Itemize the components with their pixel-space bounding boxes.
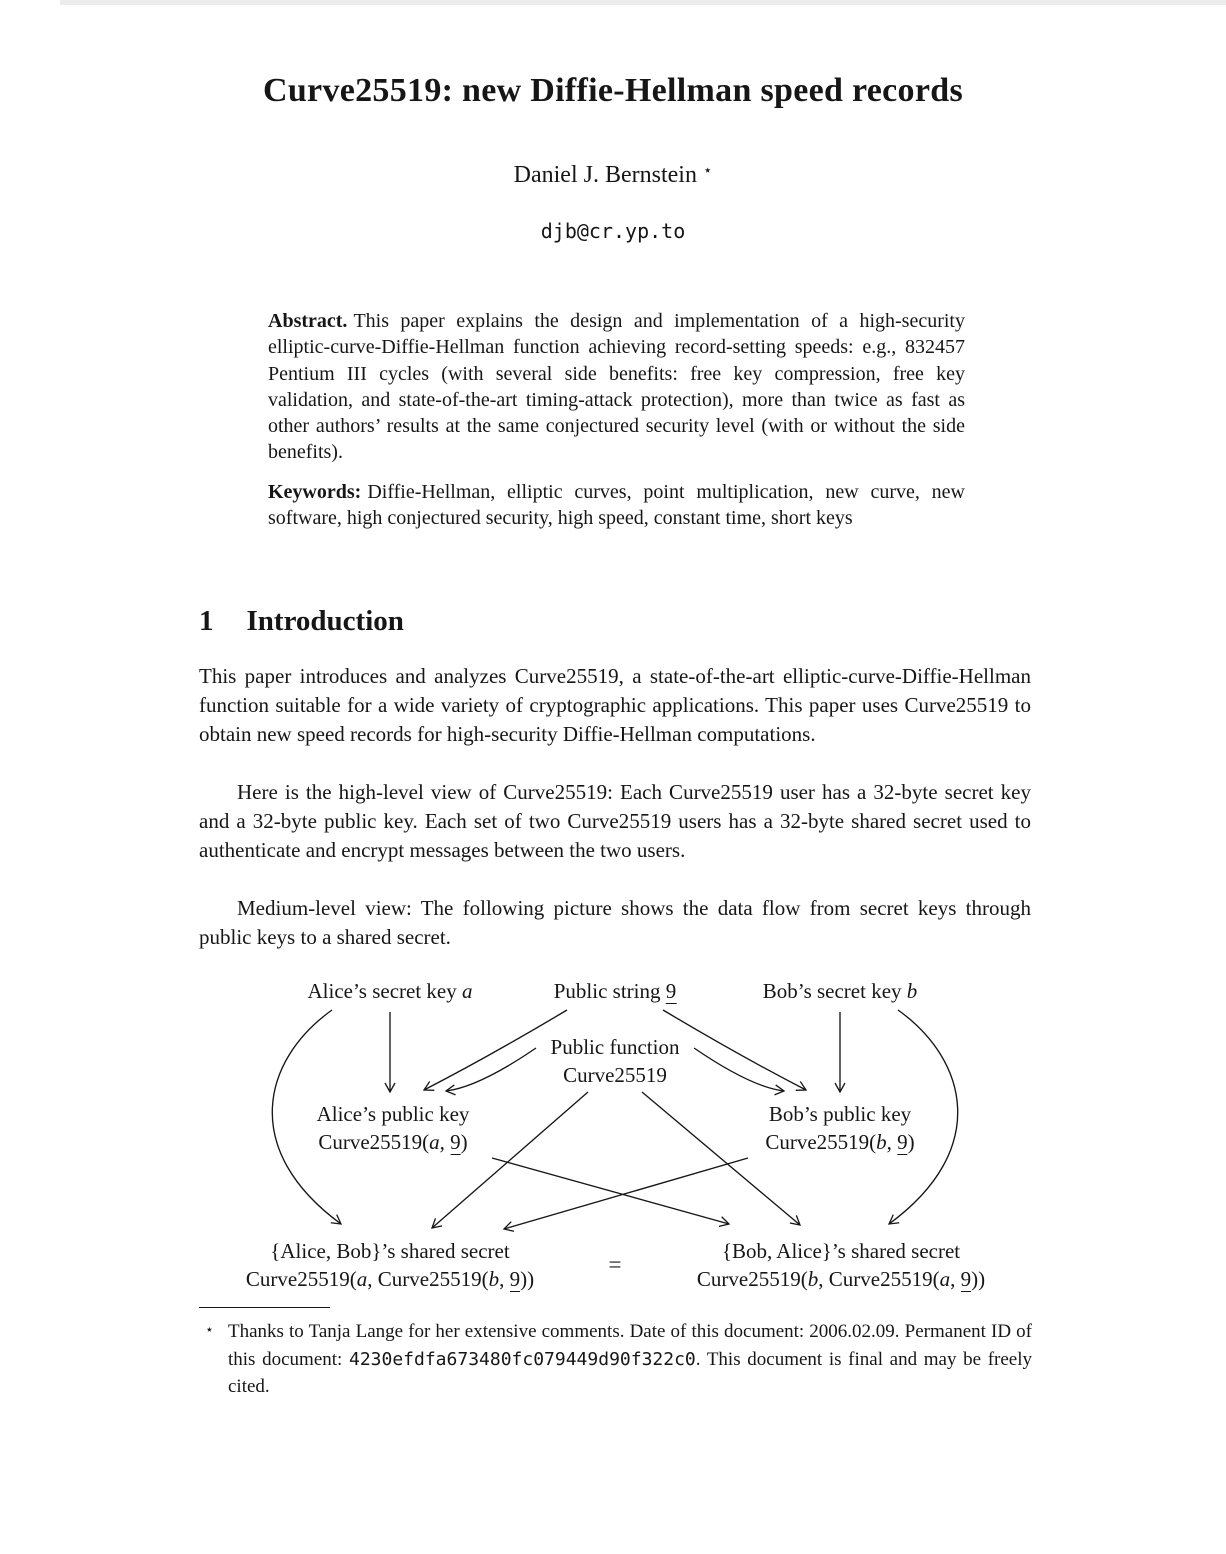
diagram-bob-secret-key-label [763,977,918,1005]
footnote-rule [199,1307,330,1308]
paragraph-3: Medium-level view: The following picture shows the data flow from secret keys through public keys to a shared secret. [199,896,1031,949]
bob-public-fopen: Curve25519( [765,1130,877,1154]
bob-secret-var: b [906,979,918,1003]
alice-public-line2 [317,1128,470,1156]
public-string-num: 9 [665,979,677,1003]
paper-title: Curve25519: new Diffie-Hellman speed records [262,72,963,109]
bob-public-var: b [876,1130,887,1154]
shared-right-p2: , Curve25519( [818,1267,940,1291]
bob-public-line2 [765,1128,914,1156]
author-line [0,161,1226,189]
keywords-text: Diffie-Hellman, elliptic curves, point multiplication, new curve, new software, high conjectured security, high speed, constant time, short keys [268,481,965,530]
alice-public-comma: , [439,1130,451,1154]
shared-left-num: 9 [509,1267,521,1291]
diagram-alice-secret-key-label [307,977,472,1005]
author-name: Daniel J. Bernstein [513,162,697,188]
footnote-marker: ⋆ [205,1322,214,1338]
diagram-shared-secret-left-label [246,1237,534,1293]
alice-public-num: 9 [450,1130,461,1154]
bob-public-line1: Bob’s public key [768,1102,912,1126]
shared-right-line1: {Bob, Alice}’s shared secret [721,1239,961,1263]
shared-right-p1: Curve25519( [696,1267,808,1291]
arrow-alice-public-to-shared-right [492,1158,729,1224]
shared-left-v2: b [488,1267,500,1291]
alice-public-line1: Alice’s public key [316,1102,470,1126]
footnote [228,1318,1032,1401]
section-number: 1 [199,605,214,637]
arrow-public-string-to-alice-public [424,1010,567,1090]
shared-left-p4: )) [520,1267,535,1291]
alice-secret-var: a [462,979,473,1003]
bob-public-comma: , [886,1130,898,1154]
diagram-equals-sign: = [608,1252,622,1277]
keywords-label: Keywords: [268,481,362,503]
abstract [268,308,965,466]
shared-right-p4: )) [971,1267,986,1291]
paragraph-2: Here is the high-level view of Curve25519: Each Curve25519 user has a 32-byte secret key and a 32-byte public key. Each set of two Curve25519 users has a 32-byte shared secret used to authenticate and encrypt messages between the two users. [199,780,1031,862]
arrow-bob-public-to-shared-left [504,1158,748,1229]
alice-public-fclose: ) [460,1130,468,1154]
diagram-public-string-label [554,977,677,1005]
author-email: djb@cr.yp.to [540,219,686,243]
bob-public-fclose: ) [907,1130,915,1154]
shared-right-v2: a [939,1267,951,1291]
arrow-public-function-to-alice-public [446,1048,536,1091]
shared-right-v1: b [807,1267,819,1291]
shared-left-p1: Curve25519( [245,1267,357,1291]
public-function-line1: Public function [550,1035,680,1059]
shared-right-line2 [697,1265,985,1293]
shared-right-num: 9 [960,1267,972,1291]
diagram-shared-secret-right-label [697,1237,985,1293]
alice-public-fopen: Curve25519( [318,1130,430,1154]
section-title: Introduction [246,605,404,637]
diagram-alice-public-key-label [317,1100,470,1156]
keywords [268,479,965,532]
footnote-document-id: 4230efdfa673480fc079449d90f322c0 [348,1348,696,1370]
shared-left-p3: , [499,1267,510,1291]
shared-left-line1: {Alice, Bob}’s shared secret [270,1239,510,1263]
shared-left-p2: , Curve25519( [367,1267,489,1291]
section-heading [199,605,404,638]
diagram-bob-public-key-label [765,1100,914,1156]
paragraph-1: This paper introduces and analyzes Curve25519, a state-of-the-art elliptic-curve-Diffie-Hellman function suitable for a wide variety of cryptographic applications. This paper uses Curve25519 to obtain new speed records for high-security Diffie-Hellman computations. [199,664,1031,746]
alice-secret-text: Alice’s secret key [307,979,463,1003]
author-footnote-mark: ⋆ [702,161,713,179]
shared-left-line2 [246,1265,534,1293]
bob-secret-text: Bob’s secret key [762,979,907,1003]
bob-public-num: 9 [897,1130,908,1154]
arrow-public-string-to-bob-public [663,1010,806,1090]
diagram-public-function-label [551,1033,680,1089]
abstract-label: Abstract. [268,310,348,332]
arrow-public-function-to-bob-public [694,1048,784,1091]
alice-public-var: a [429,1130,440,1154]
public-function-line2: Curve25519 [563,1063,667,1087]
footnote-text-2: . This document is final and may be freely cited. [228,1348,1033,1397]
public-string-text: Public string [553,979,666,1003]
footnote-text-1: Thanks to Tanja Lange for her extensive comments. Date of this document: 2006.02.09. Permanent ID of this document: [228,1321,1032,1370]
shared-left-v1: a [356,1267,368,1291]
abstract-text: This paper explains the design and implementation of a high-security elliptic-curve-Diffie-Hellman function achieving record-setting speeds: e.g., 832457 Pentium III cycles (with several side benefits: free key compression, free key validation, and state-of-the-art timing-attack protection), more than twice as fast as other authors’ results at the same conjectured security level (with or without the side benefits). [268,310,965,464]
shared-right-p3: , [950,1267,961,1291]
window-top-edge [60,0,1226,5]
